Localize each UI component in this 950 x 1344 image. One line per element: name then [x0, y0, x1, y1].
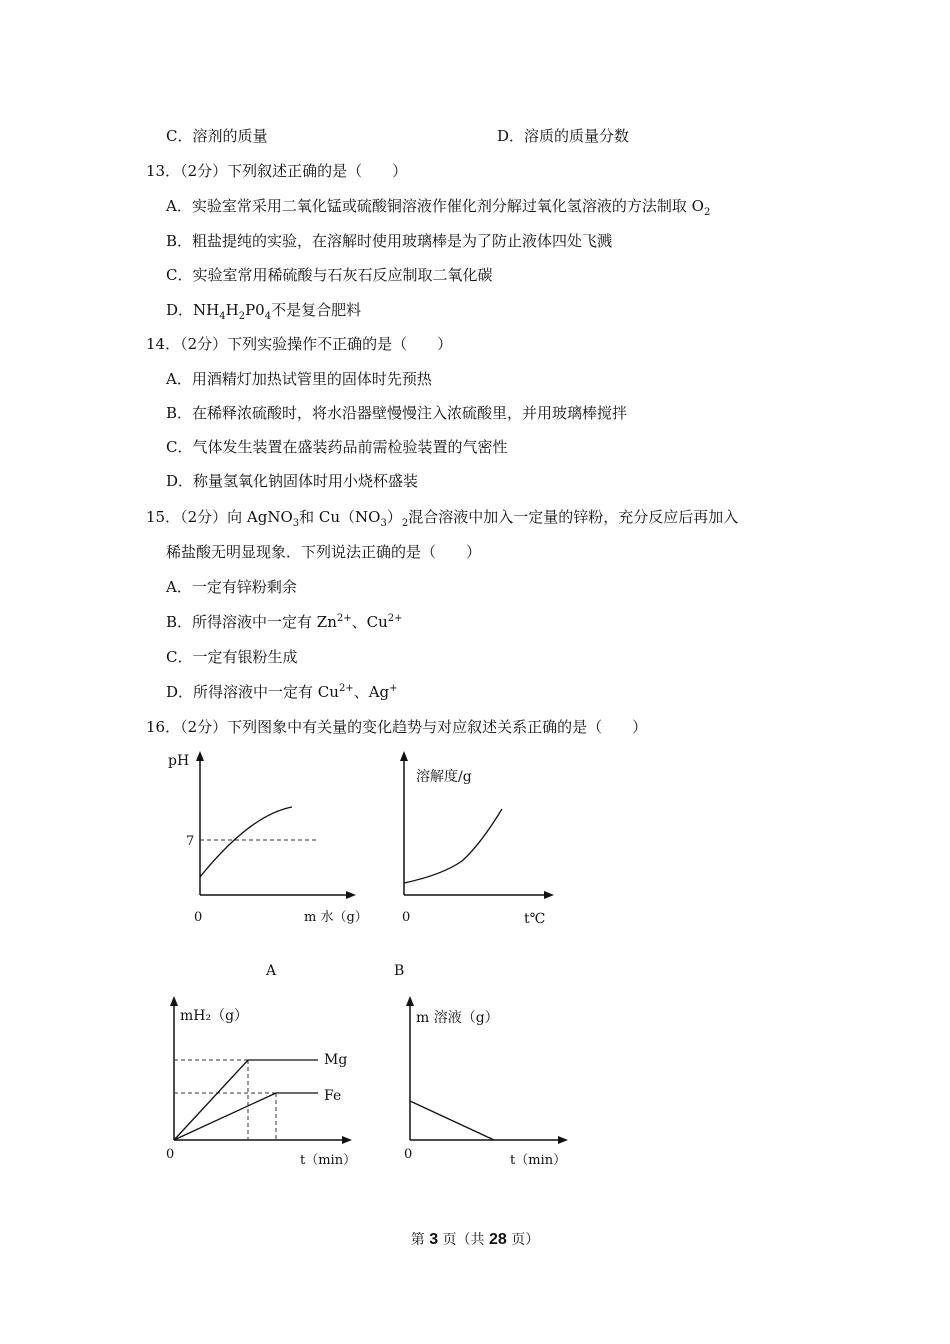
q15-stem-line2: 稀盐酸无明显现象．下列说法正确的是（ ） [166, 543, 482, 561]
q13-option-a-text: A．实验室常采用二氧化锰或硫酸铜溶液作催化剂分解过氧化氢溶液的方法制取 [166, 197, 687, 215]
q13-option-a-sub: 2 [703, 207, 711, 218]
graph-d-ylabel: m 溶液（g） [416, 1010, 499, 1026]
graph-d-y-arrow [406, 996, 414, 1006]
graph-d-origin: 0 [404, 1147, 413, 1162]
q15-b-sep: 、Cu [351, 613, 388, 631]
graph-c-x-arrow [342, 1136, 352, 1144]
q15-d-sep: 、Ag [353, 683, 390, 701]
q15-option-d [166, 682, 398, 702]
graph-c-xlabel: t（min） [300, 1153, 357, 1168]
graph-d-x-arrow [558, 1136, 568, 1144]
graph-b-origin: 0 [402, 910, 411, 925]
footer-total-pages: 28 [489, 1231, 507, 1248]
graph-d-xlabel: t（min） [510, 1153, 567, 1168]
q13-stem: 13．（2分）下列叙述正确的是（ ） [146, 162, 408, 180]
graph-c-origin: 0 [166, 1147, 175, 1162]
q13-d-sub2: 2 [238, 311, 246, 322]
q14-option-d: D．称量氢氧化钠固体时用小烧杯盛装 [166, 472, 419, 490]
q12-option-c: C．溶剂的质量 [166, 127, 268, 145]
q15-option-b [166, 612, 403, 632]
q15-d-sup2: + [389, 683, 398, 694]
graph-c-series1-label: Mg [324, 1052, 348, 1068]
q14-option-b: B．在稀释浓硫酸时，将水沿器壁慢慢注入浓硫酸里，并用玻璃棒搅拌 [166, 404, 628, 422]
q13-option-a [166, 196, 710, 216]
graph-a-xlabel: m 水（g） [304, 910, 368, 925]
q15-d-sup1: 2+ [338, 683, 354, 694]
q15-option-a: A．一定有锌粉剩余 [166, 578, 297, 596]
graph-c-ylabel: mH₂（g） [180, 1008, 249, 1024]
q15-option-c: C．一定有银粉生成 [166, 648, 298, 666]
footer-suffix: 页） [506, 1232, 540, 1248]
graph-a [160, 745, 380, 985]
q13-option-b: B．粗盐提纯的实验，在溶解时使用玻璃棒是为了防止液体四处飞溅 [166, 232, 613, 250]
graph-b-curve [404, 809, 502, 883]
graph-a-ref-value: 7 [186, 834, 195, 849]
graph-d [398, 990, 598, 1180]
graph-b-xlabel: t℃ [524, 911, 546, 927]
q14-stem: 14．（2分）下列实验操作不正确的是（ ） [146, 335, 453, 353]
q15-stem-sub2: 3 [380, 518, 387, 529]
graph-a-x-arrow [346, 891, 356, 899]
q14-option-a: A．用酒精灯加热试管里的固体时先预热 [166, 370, 432, 388]
graph-c-series2-label: Fe [324, 1088, 342, 1104]
q15-stem-sub3: 2 [401, 518, 409, 529]
q16-stem: 16．（2分）下列图象中有关量的变化趋势与对应叙述关系正确的是（ ） [146, 718, 648, 736]
q13-option-d [166, 300, 361, 320]
q13-d-mid: H [225, 301, 239, 319]
q15-stem [146, 507, 738, 527]
graph-b-ylabel: 溶解度/g [416, 769, 472, 785]
q12-option-d: D．溶质的质量分数 [497, 127, 630, 145]
q15-stem-sub1: 3 [292, 518, 300, 529]
graph-b-x-arrow [544, 891, 554, 899]
footer-page-number: 3 [429, 1231, 439, 1248]
q15-b-sup2: 2+ [387, 613, 403, 624]
graph-a-caption: A [266, 963, 277, 979]
graph-a-y-arrow [196, 751, 204, 761]
q13-d-sub1: 4 [219, 311, 226, 322]
q15-b-sup1: 2+ [336, 613, 352, 624]
q14-option-c: C．气体发生装置在盛装药品前需检验装置的气密性 [166, 438, 508, 456]
graph-c [160, 990, 380, 1180]
q13-d-prefix: D．NH [166, 301, 220, 319]
q15-stem-a: 15．（2分）向 AgNO [146, 508, 293, 526]
q13-d-suffix: 不是复合肥料 [271, 301, 362, 319]
graph-b-caption: B [394, 963, 405, 979]
graph-a-ylabel: pH [168, 753, 190, 769]
graph-b [380, 745, 600, 985]
footer-prefix: 第 [410, 1232, 430, 1248]
graph-d-line [410, 1101, 494, 1140]
graph-a-curve [200, 807, 292, 877]
q15-stem-d: 混合溶液中加入一定量的锌粉，充分反应后再加入 [408, 508, 739, 526]
graph-a-origin: 0 [194, 910, 203, 925]
graph-c-mg-line [174, 1060, 318, 1140]
graph-c-y-arrow [170, 996, 178, 1006]
q15-stem-b: 和 Cu（NO [299, 508, 381, 526]
footer-mid: 页（共 [438, 1232, 489, 1248]
q13-d-mid2: P0 [245, 301, 265, 319]
q15-d-text: D．所得溶液中一定有 Cu [166, 683, 339, 701]
q13-d-sub3: 4 [264, 311, 272, 322]
graph-b-y-arrow [400, 751, 408, 761]
q13-option-c: C．实验室常用稀硫酸与石灰石反应制取二氧化碳 [166, 266, 493, 284]
q15-b-text: B．所得溶液中一定有 Zn [166, 613, 337, 631]
page-footer [0, 1229, 950, 1249]
q15-stem-c: ） [386, 508, 402, 526]
q13-option-a-formula: O [691, 197, 704, 215]
